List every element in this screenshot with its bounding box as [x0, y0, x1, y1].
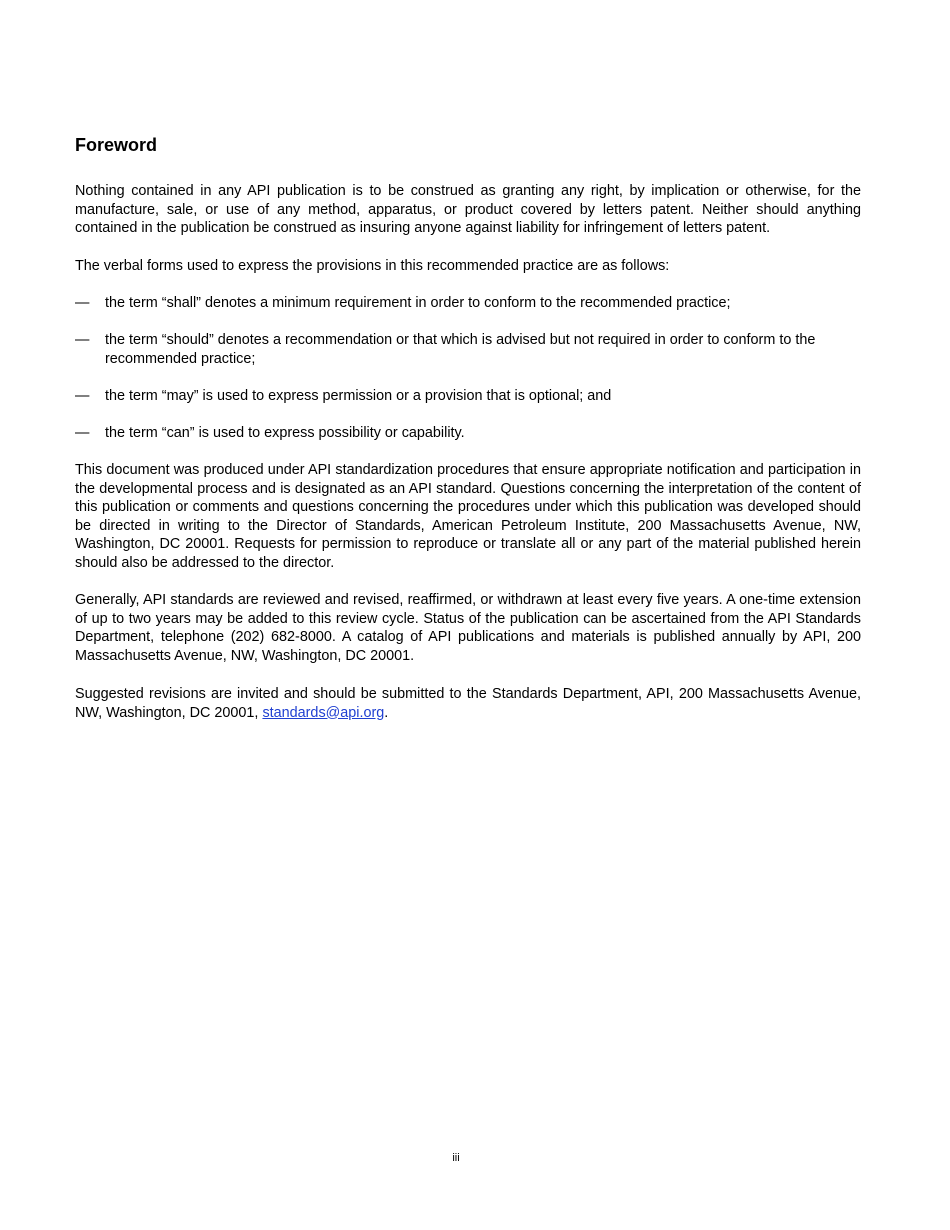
- list-item-text: the term “can” is used to express possibility or capability.: [105, 425, 465, 441]
- list-item: [75, 294, 861, 313]
- revisions-paragraph: [75, 685, 861, 722]
- dash-marker: —: [75, 425, 90, 441]
- verbal-forms-intro: The verbal forms used to express the provisions in this recommended practice are as follows:: [75, 258, 670, 274]
- standardization-paragraph: This document was produced under API standardization procedures that ensure appropriate notification and participation in the developmental process and is designated as an API standard. Questions concerning the interpretation of the content of this publication or comments and questions concerning the procedures under which this publication was developed should be directed in writing to the Director of Standards, American Petroleum Institute, 200 Massachusetts Avenue, NW, Washington, DC 20001. Requests for permission to reproduce or translate all or any part of the material published herein should also be addressed to the director.: [75, 462, 861, 571]
- patent-disclaimer-paragraph: Nothing contained in any API publication is to be construed as granting any right, by implication or otherwise, for the manufacture, sale, or use of any method, apparatus, or product covered by letters patent. Neither should anything contained in the publication be construed as insuring anyone against liability for infringement of letters patent.: [75, 183, 861, 237]
- revisions-end: .: [384, 704, 389, 721]
- list-item: [75, 387, 861, 406]
- dash-marker: —: [75, 388, 90, 404]
- standards-email-link[interactable]: standards@api.org: [262, 704, 385, 721]
- list-item-text: the term “should” denotes a recommendation or that which is advised but not required in order to conform to the recommended practice;: [105, 332, 816, 367]
- list-item-text: the term “may” is used to express permission or a provision that is optional; and: [105, 388, 612, 404]
- revisions-text: Suggested revisions are invited and should be submitted to the Standards Department, API, 200 Massachusetts Avenue, NW, Washington, DC 20001,: [75, 686, 861, 721]
- dash-marker: —: [75, 332, 90, 348]
- dash-marker: —: [75, 295, 90, 311]
- list-item: [75, 424, 861, 443]
- list-item-text: the term “shall” denotes a minimum requirement in order to conform to the recommended practice;: [105, 295, 731, 311]
- review-cycle-paragraph: Generally, API standards are reviewed and revised, reaffirmed, or withdrawn at least every five years. A one-time extension of up to two years may be added to this review cycle. Status of the publication can be ascertained from the API Standards Department, telephone (202) 682-8000. A catalog of API publications and materials is published annually by API, 200 Massachusetts Avenue, NW, Washington, DC 20001.: [75, 592, 861, 664]
- list-item: [75, 331, 861, 368]
- page-number: iii: [452, 1152, 460, 1164]
- page-title: Foreword: [75, 135, 158, 155]
